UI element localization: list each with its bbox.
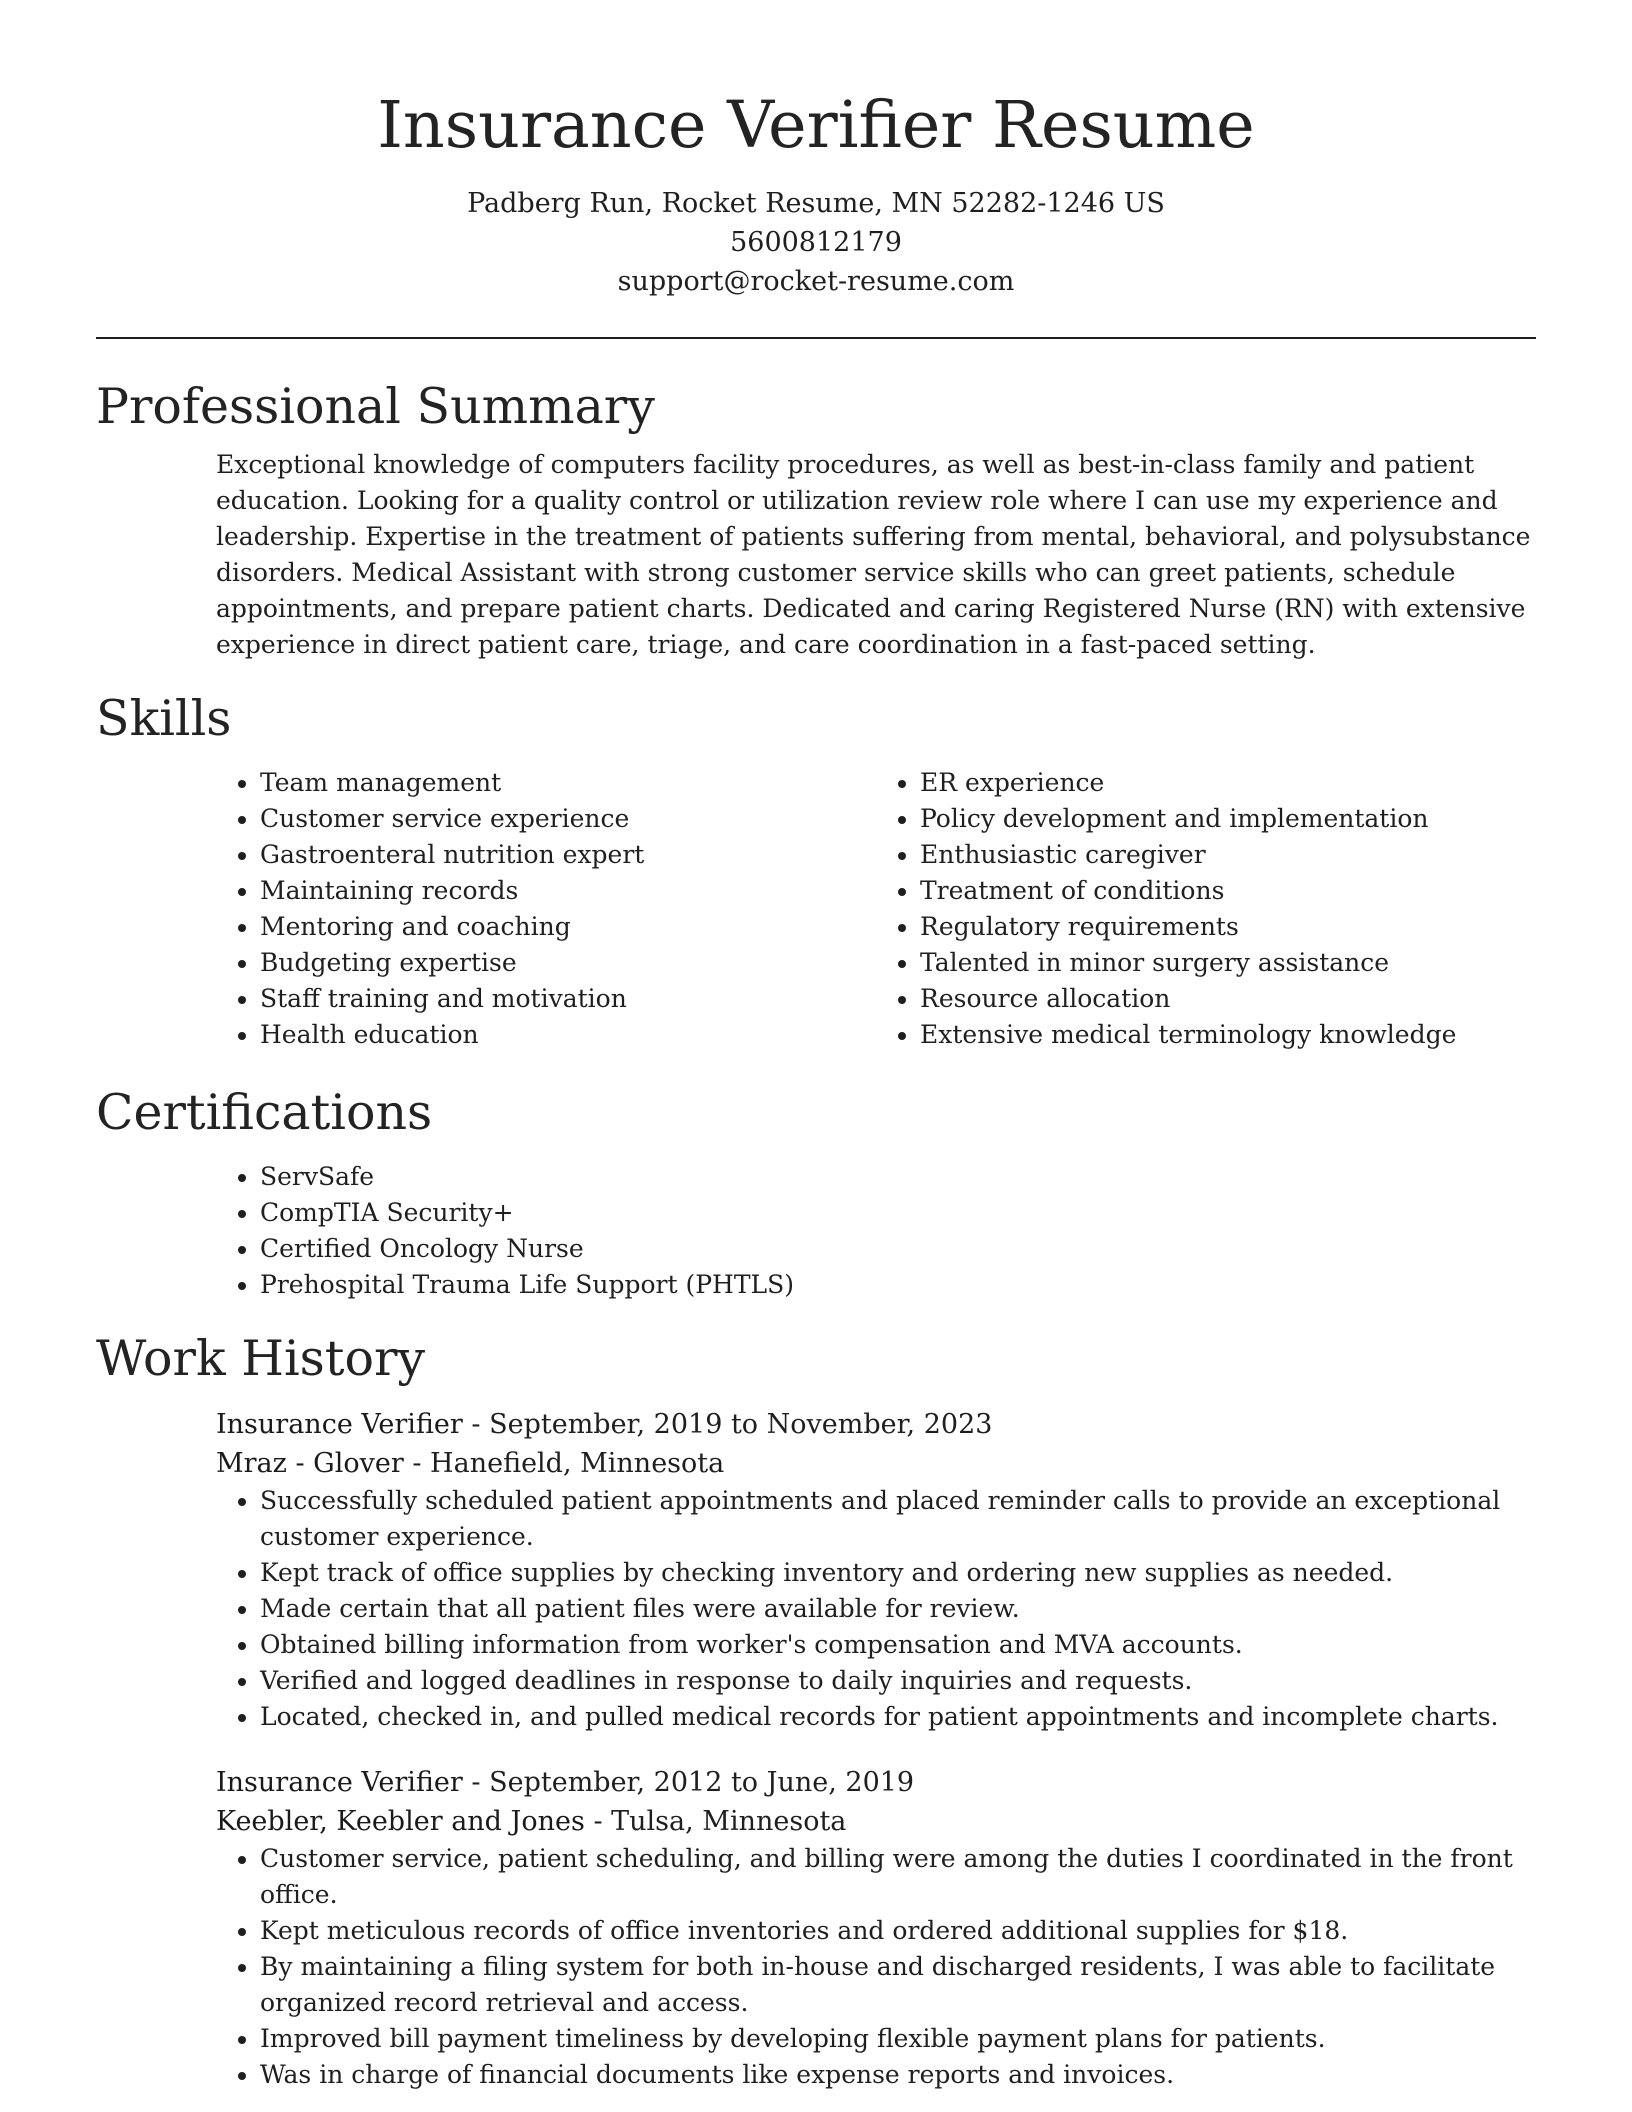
job-duty-item: • Kept meticulous records of office inventories and ordered additional supplies for $18.	[260, 1913, 1536, 1949]
skills-list-right	[876, 765, 1536, 1053]
job-company: Keebler, Keebler and Jones	[216, 1806, 585, 1837]
skill-item: • ER experience	[920, 765, 1536, 801]
resume-title: Insurance Verifier Resume	[377, 88, 1255, 163]
skill-item: • Budgeting expertise	[260, 945, 876, 981]
skill-item: • Regulatory requirements	[920, 909, 1536, 945]
job-duty-item: • Improved bill payment timeliness by developing flexible payment plans for patients.	[260, 2021, 1536, 2057]
work-history-section	[216, 1405, 1536, 2093]
job-dates: - September, 2019 to November, 2023	[462, 1409, 993, 1440]
contact-email: support@rocket-resume.com	[617, 266, 1015, 297]
summary-text: Exceptional knowledge of computers facility procedures, as well as best-in-class family and patient education. Looking for a quality control or utilization review role where I can use my experience and leadership. Expertise in the treatment of patients suffering from mental, behavioral, and polysubstance disorders. Medical Assistant with strong customer service skills who can greet patients, schedule appointments, and prepare patient charts. Dedicated and caring Registered Nurse (RN) with extensive experience in direct patient care, triage, and care coordination in a fast-paced setting.	[216, 450, 1531, 659]
work-history-heading: Work History	[96, 1330, 426, 1387]
skill-item: • Maintaining records	[260, 873, 876, 909]
job-duty-item: • Verified and logged deadlines in response to daily inquiries and requests.	[260, 1663, 1536, 1699]
summary-section	[216, 447, 1536, 663]
job-duty-item: • Obtained billing information from worker's compensation and MVA accounts.	[260, 1627, 1536, 1663]
job-entry	[216, 1405, 1536, 1735]
skill-item: • Mentoring and coaching	[260, 909, 876, 945]
job-company-line	[216, 1802, 1536, 1841]
job-duty-item: • Made certain that all patient files were available for review.	[260, 1591, 1536, 1627]
skill-item: • Team management	[260, 765, 876, 801]
contact-phone: 5600812179	[730, 227, 902, 258]
skills-section	[216, 765, 1536, 1053]
certification-item: • Certified Oncology Nurse	[260, 1231, 1536, 1267]
skill-item: • Resource allocation	[920, 981, 1536, 1017]
job-duty-item: • Located, checked in, and pulled medical records for patient appointments and incomplete charts.	[260, 1699, 1536, 1735]
certifications-list	[216, 1159, 1536, 1303]
job-role: Insurance Verifier	[216, 1409, 463, 1440]
skill-item: • Gastroenteral nutrition expert	[260, 837, 876, 873]
certification-item: • CompTIA Security+	[260, 1195, 1536, 1231]
job-dates: - September, 2012 to June, 2019	[462, 1767, 915, 1798]
job-location: - Hanefield, Minnesota	[403, 1448, 725, 1479]
job-title-line	[216, 1763, 1536, 1802]
skill-item: • Policy development and implementation	[920, 801, 1536, 837]
skills-list-left	[216, 765, 876, 1053]
skill-item: • Extensive medical terminology knowledge	[920, 1017, 1536, 1053]
certifications-heading: Certifications	[96, 1084, 433, 1141]
summary-heading: Professional Summary	[96, 378, 655, 435]
job-company-line	[216, 1444, 1536, 1483]
job-role: Insurance Verifier	[216, 1767, 463, 1798]
header-divider	[96, 337, 1536, 339]
skill-item: • Staff training and motivation	[260, 981, 876, 1017]
job-duty-item: • By maintaining a filing system for both in-house and discharged residents, I was able to facilitate organized record retrieval and access.	[260, 1949, 1536, 2021]
certification-item: • ServSafe	[260, 1159, 1536, 1195]
job-duty-item: • Was in charge of financial documents like expense reports and invoices.	[260, 2057, 1536, 2093]
skill-item: • Treatment of conditions	[920, 873, 1536, 909]
job-location: - Tulsa, Minnesota	[584, 1806, 847, 1837]
skill-item: • Customer service experience	[260, 801, 876, 837]
job-entry	[216, 1763, 1536, 2093]
job-duty-item: • Customer service, patient scheduling, and billing were among the duties I coordinated in the front office.	[260, 1841, 1536, 1913]
job-title-line	[216, 1405, 1536, 1444]
contact-block	[96, 184, 1536, 301]
skill-item: • Enthusiastic caregiver	[920, 837, 1536, 873]
certification-item: • Prehospital Trauma Life Support (PHTLS)	[260, 1267, 1536, 1303]
job-duty-item: • Successfully scheduled patient appointments and placed reminder calls to provide an exceptional customer experience.	[260, 1483, 1536, 1555]
skill-item: • Health education	[260, 1017, 876, 1053]
job-duties-list	[216, 1841, 1536, 2093]
job-duties-list	[216, 1483, 1536, 1735]
contact-address: Padberg Run, Rocket Resume, MN 52282-1246 US	[467, 188, 1165, 219]
skill-item: • Talented in minor surgery assistance	[920, 945, 1536, 981]
job-duty-item: • Kept track of office supplies by checking inventory and ordering new supplies as needed.	[260, 1555, 1536, 1591]
certifications-section	[216, 1159, 1536, 1303]
job-company: Mraz - Glover	[216, 1448, 404, 1479]
skills-heading: Skills	[96, 690, 232, 747]
